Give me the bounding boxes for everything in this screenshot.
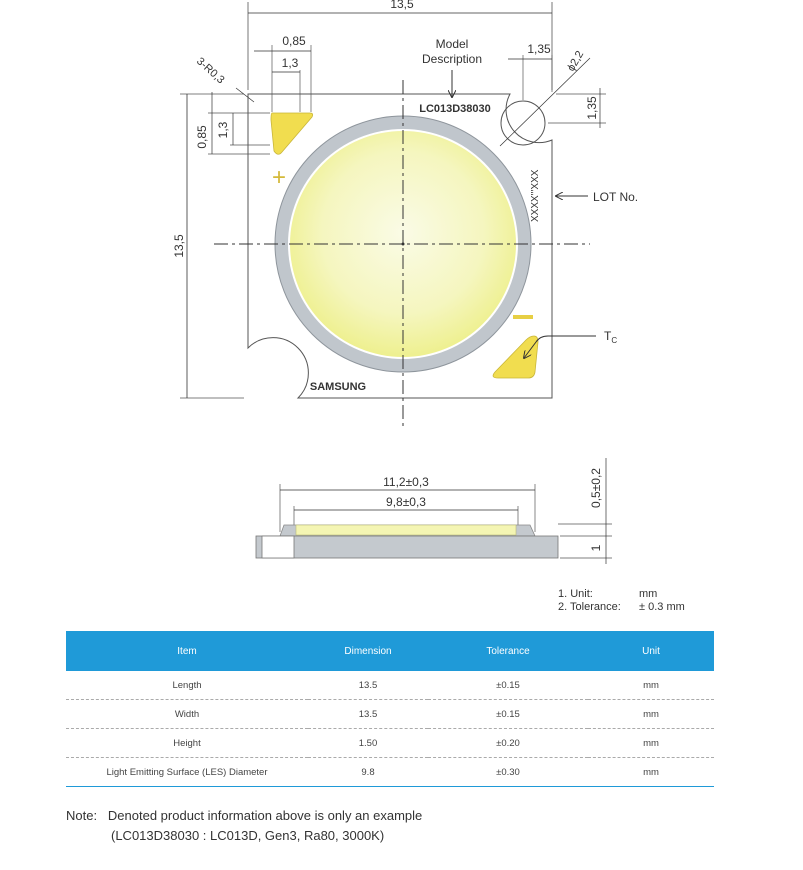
dim-pad-width-outer: 0,85: [282, 34, 306, 48]
cell-unit: mm: [588, 729, 714, 758]
lot-code: XXXX'''XXX: [530, 169, 541, 222]
dim-side-base: 1: [589, 544, 603, 552]
note-tolerance: 2. Tolerance: ± 0.3 mm: [558, 601, 685, 613]
dim-top-width: 13,5: [390, 0, 414, 11]
dimension-table: [66, 631, 714, 787]
dim-hole-offset-vertical: 1,35: [585, 96, 599, 120]
top-view: [172, 0, 638, 428]
cell-item: Light Emitting Surface (LES) Diameter: [66, 758, 308, 787]
lot-label: LOT No.: [593, 190, 639, 204]
cell-item: Height: [66, 729, 308, 758]
dim-pad-height-outer: 0,85: [195, 125, 209, 149]
cell-item: Length: [66, 671, 308, 700]
dim-side-height: 0,5±0,2: [589, 468, 603, 508]
cell-tolerance: ±0.30: [428, 758, 588, 787]
header-item: Item: [66, 631, 308, 671]
dim-side-outer: 11,2±0,3: [383, 475, 429, 489]
cell-tolerance: ±0.15: [428, 671, 588, 700]
brand-label: SAMSUNG: [309, 381, 367, 393]
cell-unit: mm: [588, 700, 714, 729]
table-row: [66, 729, 714, 758]
side-view: [256, 458, 612, 564]
table-header-row: [66, 631, 714, 671]
drawing-notes: [558, 588, 685, 614]
minus-sign: [513, 315, 533, 319]
cell-tolerance: ±0.15: [428, 700, 588, 729]
cell-unit: mm: [588, 758, 714, 787]
cell-dimension: 9.8: [308, 758, 428, 787]
cell-dimension: 1.50: [308, 729, 428, 758]
header-unit: Unit: [588, 631, 714, 671]
note-line-2: (LC013D38030 : LC013D, Gen3, Ra80, 3000K): [111, 828, 385, 843]
model-label-line1: Model: [435, 37, 469, 51]
model-label-line2: Description: [421, 52, 483, 66]
note-line-1: Note: Denoted product information above is only an example: [66, 808, 423, 823]
tc-label: $T_C$: [604, 329, 618, 345]
header-dimension: Dimension: [308, 631, 428, 671]
cell-unit: mm: [588, 671, 714, 700]
dim-hole-diameter: ϕ2,2: [565, 48, 587, 74]
dim-side-inner: 9,8±0,3: [386, 495, 426, 509]
table-row: [66, 671, 714, 700]
cell-dimension: 13.5: [308, 700, 428, 729]
dim-radius: 3-R0,3: [193, 55, 227, 87]
side-les: [296, 525, 516, 535]
side-substrate-end: [262, 536, 294, 558]
table-row: [66, 700, 714, 729]
cell-item: Width: [66, 700, 308, 729]
note-unit: 1. Unit: mm: [558, 588, 658, 600]
dim-left-height: 13,5: [172, 234, 186, 258]
dim-pad-width-inner: 1,3: [281, 56, 299, 70]
dim-hole-offset: 1,35: [527, 42, 551, 56]
side-substrate: [256, 536, 558, 558]
example-note: [66, 806, 422, 846]
plus-sign: +: [271, 164, 287, 191]
table-row: [66, 758, 714, 787]
dim-pad-height-inner: 1,3: [216, 121, 230, 139]
header-tolerance: Tolerance: [428, 631, 588, 671]
cell-tolerance: ±0.20: [428, 729, 588, 758]
cell-dimension: 13.5: [308, 671, 428, 700]
model-code: LC013D38030: [419, 103, 491, 115]
